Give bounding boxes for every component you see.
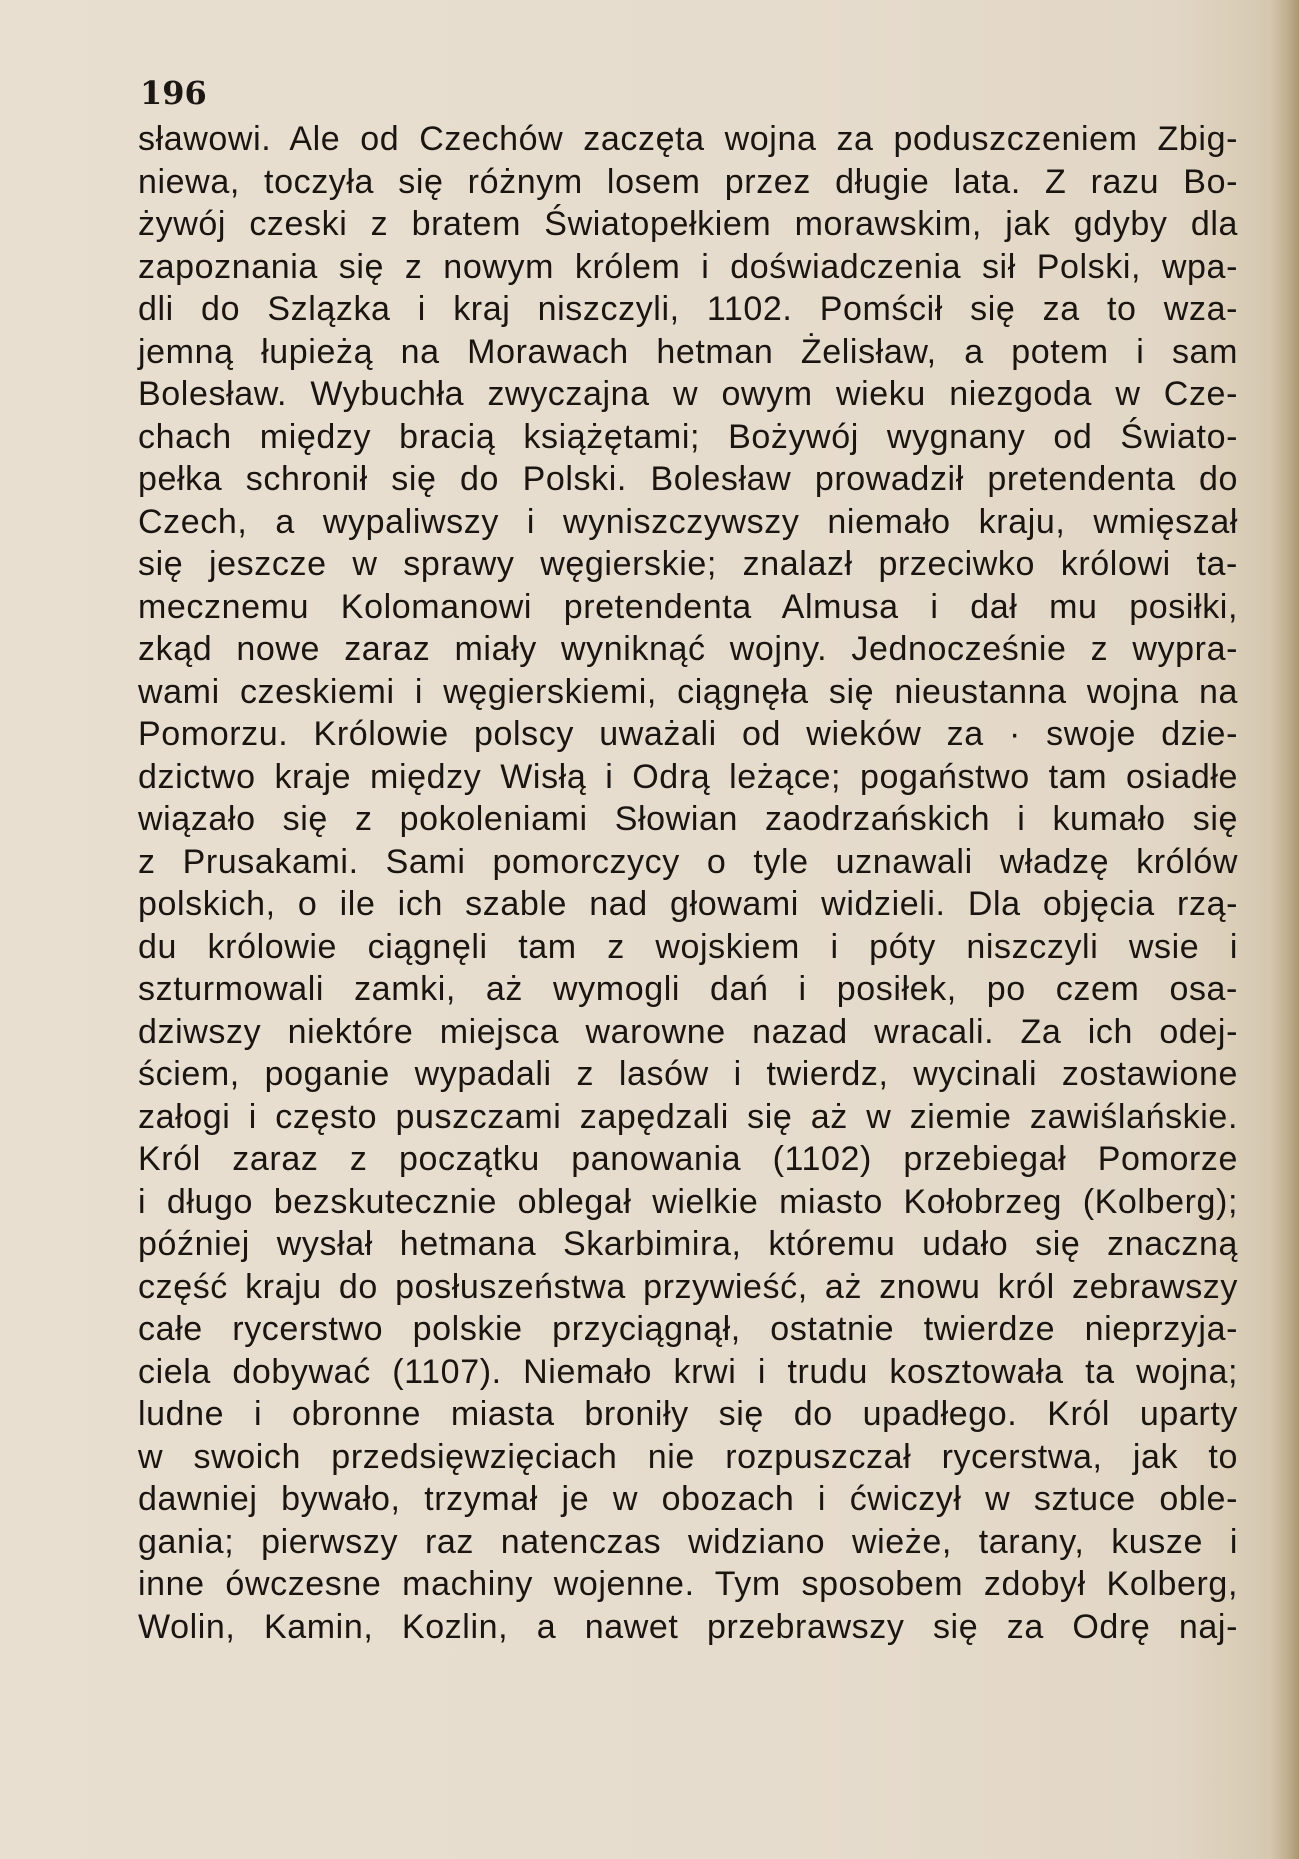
text-line: pełka schronił się do Polski. Bolesław prowadził pretendenta do [138, 460, 1238, 498]
text-line: ściem, poganie wypadali z lasów i twierdz, wycinali zostawione [138, 1055, 1238, 1093]
text-line: część kraju do posłuszeństwa przywieść, aż znowu król zebrawszy [138, 1267, 1238, 1306]
text-line: całe rycerstwo polskie przyciągnął, ostatnie twierdze nieprzyja- [138, 1310, 1238, 1348]
text-line: inne ówczesne machiny wojenne. Tym sposobem zdobył Kolberg, [138, 1565, 1238, 1603]
text-line: dli do Szlązka i kraj niszczyli, 1102. Pomścił się za to wza- [138, 290, 1238, 328]
text-line: i długo bezskutecznie oblegał wielkie miasto Kołobrzeg (Kolberg); [138, 1182, 1238, 1221]
text-line: Król zaraz z początku panowania (1102) przebiegał Pomorze [138, 1140, 1238, 1178]
text-line: ciela dobywać (1107). Niemało krwi i trudu kosztowała ta wojna; [138, 1352, 1238, 1391]
text-line: du królowie ciągnęli tam z wojskiem i póty niszczyli wsie i [138, 927, 1238, 966]
body-text [138, 118, 1238, 1648]
text-line: dziwszy niektóre miejsca warowne nazad wracali. Za ich odej- [138, 1012, 1238, 1051]
text-line: Bolesław. Wybuchła zwyczajna w owym wieku niezgoda w Cze- [138, 375, 1238, 413]
text-line: sławowi. Ale od Czechów zaczęta wojna za poduszczeniem Zbig- [138, 120, 1238, 158]
page-edge-shadow [1271, 0, 1299, 1859]
text-line: załogi i często puszczami zapędzali się aż w ziemie zawiślańskie. [138, 1097, 1238, 1136]
text-line: ludne i obronne miasta broniły się do upadłego. Król uparty [138, 1395, 1238, 1433]
text-line: zapoznania się z nowym królem i doświadczenia sił Polski, wpa- [138, 247, 1238, 286]
text-line: z Prusakami. Sami pomorczycy o tyle uznawali władzę królów [138, 842, 1238, 881]
text-line: chach między bracią książętami; Bożywój wygnany od Świato- [138, 417, 1238, 456]
text-line: Pomorzu. Królowie polscy uważali od wieków za · swoje dzie- [138, 715, 1238, 753]
text-line: Wolin, Kamin, Kozlin, a nawet przebrawszy się za Odrę naj- [138, 1607, 1238, 1646]
text-line: później wysłał hetmana Skarbimira, któremu udało się znaczną [138, 1225, 1238, 1263]
text-line: dawniej bywało, trzymał je w obozach i ćwiczył w sztuce oble- [138, 1480, 1238, 1518]
text-line: Czech, a wypaliwszy i wyniszczywszy niemało kraju, wmięszał [138, 502, 1238, 541]
text-line: dzictwo kraje między Wisłą i Odrą leżące; pogaństwo tam osiadłe [138, 757, 1238, 796]
text-line: żywój czeski z bratem Światopełkiem morawskim, jak gdyby dla [138, 205, 1238, 243]
text-line: wiązało się z pokoleniami Słowian zaodrzańskich i kumało się [138, 800, 1238, 838]
text-line: polskich, o ile ich szable nad głowami widzieli. Dla objęcia rzą- [138, 885, 1238, 923]
text-line: wami czeskiemi i węgierskiemi, ciągnęła się nieustanna wojna na [138, 672, 1238, 711]
text-line: zkąd nowe zaraz miały wyniknąć wojny. Jednocześnie z wypra- [138, 630, 1238, 668]
text-line: gania; pierwszy raz natenczas widziano wieże, tarany, kusze i [138, 1522, 1238, 1561]
page-number: 196 [140, 74, 207, 112]
text-line: jemną łupieżą na Morawach hetman Żelisław, a potem i sam [138, 332, 1238, 371]
text-line: w swoich przedsięwzięciach nie rozpuszczał rycerstwa, jak to [138, 1437, 1238, 1476]
text-line: niewa, toczyła się różnym losem przez długie lata. Z razu Bo- [138, 162, 1238, 201]
text-line: się jeszcze w sprawy węgierskie; znalazł przeciwko królowi ta- [138, 545, 1238, 583]
text-line: szturmowali zamki, aż wymogli dań i posiłek, po czem osa- [138, 970, 1238, 1008]
text-line: mecznemu Kolomanowi pretendenta Almusa i dał mu posiłki, [138, 587, 1238, 626]
